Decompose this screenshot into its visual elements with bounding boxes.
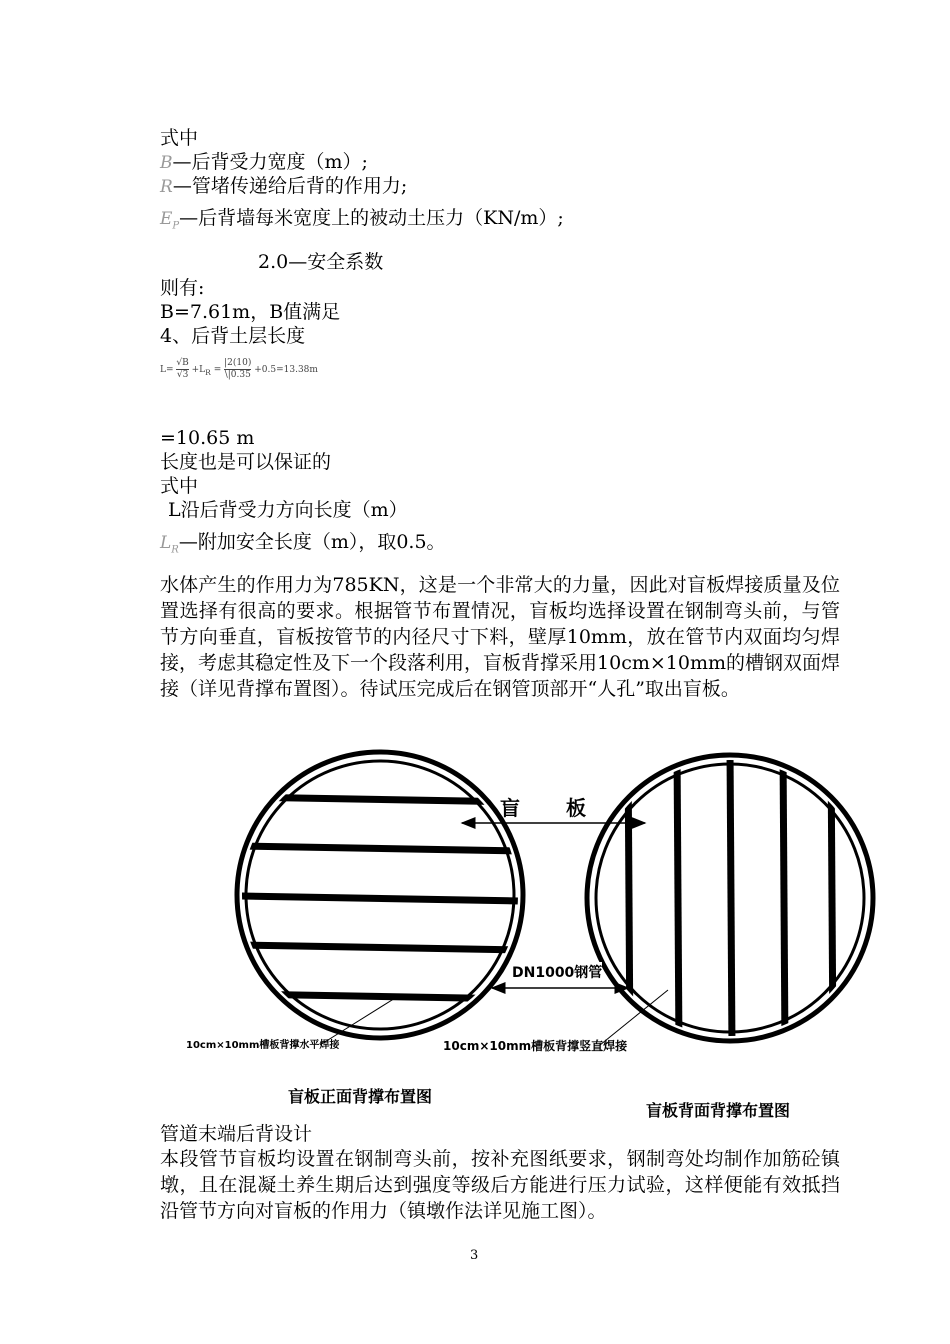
text-line-then: 则有: <box>160 277 205 299</box>
text-line-b-definition <box>160 150 368 175</box>
text-line-lr-definition <box>160 530 446 562</box>
text-line-l-result: =10.65 m <box>160 427 255 449</box>
symbol-b: B <box>160 153 173 173</box>
text-line-ep-definition <box>160 206 564 238</box>
horizontal-brace <box>240 846 520 851</box>
back-view-circle <box>587 750 873 1050</box>
symbol-ep: $E_P$ <box>160 209 180 232</box>
formula-fraction-1: $\frac{√B}{√3}$ <box>176 358 189 380</box>
paragraph-thrust-block-text: 本段管节盲板均设置在钢制弯头前，按补充图纸要求，钢制弯处均制作加筋砼镇墩，且在混凝土养生期后达到强度等级后方能进行压力试验，这样便能有效抵挡沿管节方向对盲板的作用力（镇墩作法详见施工图）。 <box>160 1148 840 1222</box>
label-vertical-welding: 10cm×10mm槽板背撑竖直焊接 <box>443 1039 628 1053</box>
formula-fraction-2: $\frac{|2(10)}{\backslash|0.35}$ <box>224 358 252 380</box>
section-heading-4: 4、后背土层长度 <box>160 325 306 347</box>
ep-definition-text: —后背墙每米宽度上的被动土压力（KN/m）; <box>179 207 564 229</box>
label-horizontal-welding: 10cm×10mm槽板背撑水平焊接 <box>186 1040 340 1051</box>
length-formula: L= $\frac{√B}{√3}$ $+L_R$ = $\frac{|2(10)}{\backslash|0.35}$ +0.5=13.38m <box>160 358 318 380</box>
text-line-formula-intro-2: 式中 <box>160 475 199 497</box>
page-number: 3 <box>470 1248 479 1263</box>
vertical-brace <box>677 750 679 1050</box>
caption-back-layout: 盲板背面背撑布置图 <box>646 1101 791 1120</box>
paragraph-blind-plate <box>115 572 840 702</box>
text-line-l-definition: L沿后背受力方向长度（m） <box>168 499 408 521</box>
vertical-brace <box>783 750 785 1050</box>
symbol-lr: $L_R$ <box>160 533 179 556</box>
front-view-circle <box>237 752 523 1038</box>
b-definition-text: —后背受力宽度（m）; <box>172 151 368 173</box>
vertical-brace <box>730 750 732 1050</box>
paragraph-thrust-block <box>115 1146 840 1224</box>
caption-front-layout: 盲板正面背撑布置图 <box>288 1087 433 1106</box>
r-definition-text: —管堵传递给后背的作用力; <box>172 175 408 197</box>
paragraph-blind-plate-text: 水体产生的作用力为785KN，这是一个非常大的力量，因此对盲板焊接质量及位置选择有很高的要求。根据管节布置情况，盲板均选择设置在钢制弯头前，与管节方向垂直，盲板按管节的内径尺寸下料，壁厚10mm，放在管节内双面均匀焊接，考虑其稳定性及下一个段落利用，盲板背撑采用10cm×10mm的槽钢双面焊接（详见背撑布置图）。待试压完成后在钢管顶部开“人孔”取出盲板。 <box>160 574 840 700</box>
text-line-safety-factor: 2.0—安全系数 <box>258 251 384 273</box>
text-line-formula-intro: 式中 <box>160 127 199 149</box>
text-line-r-definition <box>160 174 407 199</box>
text-line-length-ok: 长度也是可以保证的 <box>160 451 332 473</box>
horizontal-brace <box>240 945 520 950</box>
lr-definition-text: —附加安全长度（m），取0.5。 <box>178 531 446 553</box>
text-line-b-value: B=7.61m，B值满足 <box>160 301 341 323</box>
blind-plate-bracing-diagram <box>0 740 950 1120</box>
section-title-end-backing: 管道末端后背设计 <box>160 1123 313 1145</box>
label-dn1000-pipe: DN1000钢管 <box>512 962 602 982</box>
label-blind-plate: 盲 板 <box>500 796 588 820</box>
horizontal-brace <box>240 896 520 901</box>
symbol-r: R <box>160 177 173 197</box>
